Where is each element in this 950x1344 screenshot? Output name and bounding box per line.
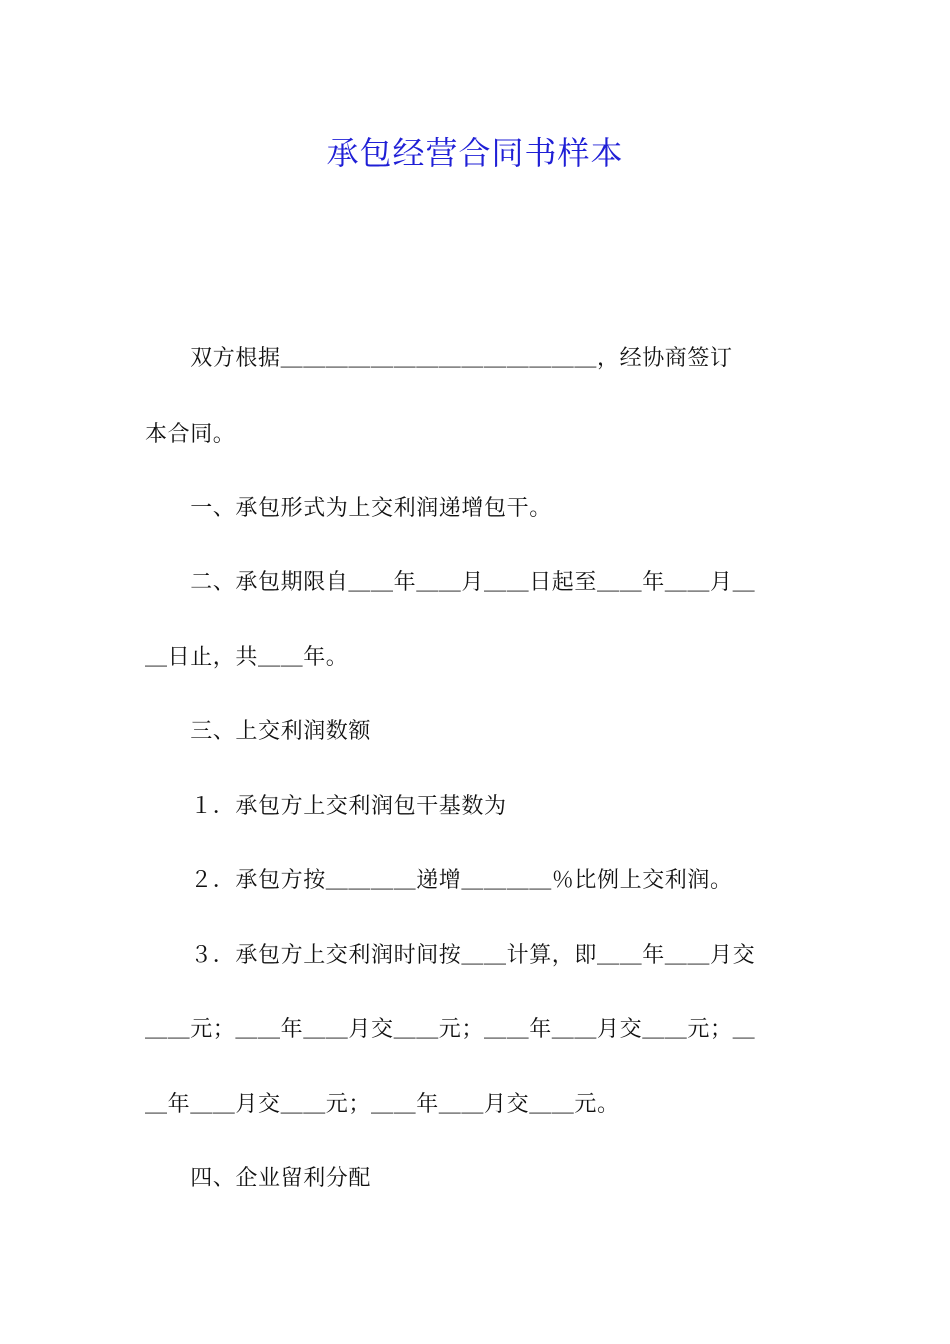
body-line: 本合同。 <box>145 422 236 447</box>
page-title: 承包经营合同书样本 <box>326 134 624 172</box>
body-line: 三、上交利润数额 <box>145 719 372 744</box>
body-line: ＿＿元；＿＿年＿＿月交＿＿元；＿＿年＿＿月交＿＿元；＿ <box>145 1017 756 1042</box>
body-line: 二、承包期限自＿＿年＿＿月＿＿日起至＿＿年＿＿月＿ <box>145 570 756 595</box>
body-line: ３．承包方上交利润时间按＿＿计算，即＿＿年＿＿月交 <box>145 943 756 968</box>
body-line: ＿年＿＿月交＿＿元；＿＿年＿＿月交＿＿元。 <box>145 1092 620 1117</box>
body-line: ＿日止，共＿＿年。 <box>145 645 349 670</box>
body-line: 一、承包形式为上交利润递增包干。 <box>145 496 552 521</box>
body-line: １．承包方上交利润包干基数为 <box>145 794 507 819</box>
body-line: 双方根据＿＿＿＿＿＿＿＿＿＿＿＿＿＿，经协商签订 <box>145 346 733 371</box>
body-line: 四、企业留利分配 <box>145 1166 372 1191</box>
body-line: ２．承包方按＿＿＿＿递增＿＿＿＿％比例上交利润。 <box>145 868 733 893</box>
